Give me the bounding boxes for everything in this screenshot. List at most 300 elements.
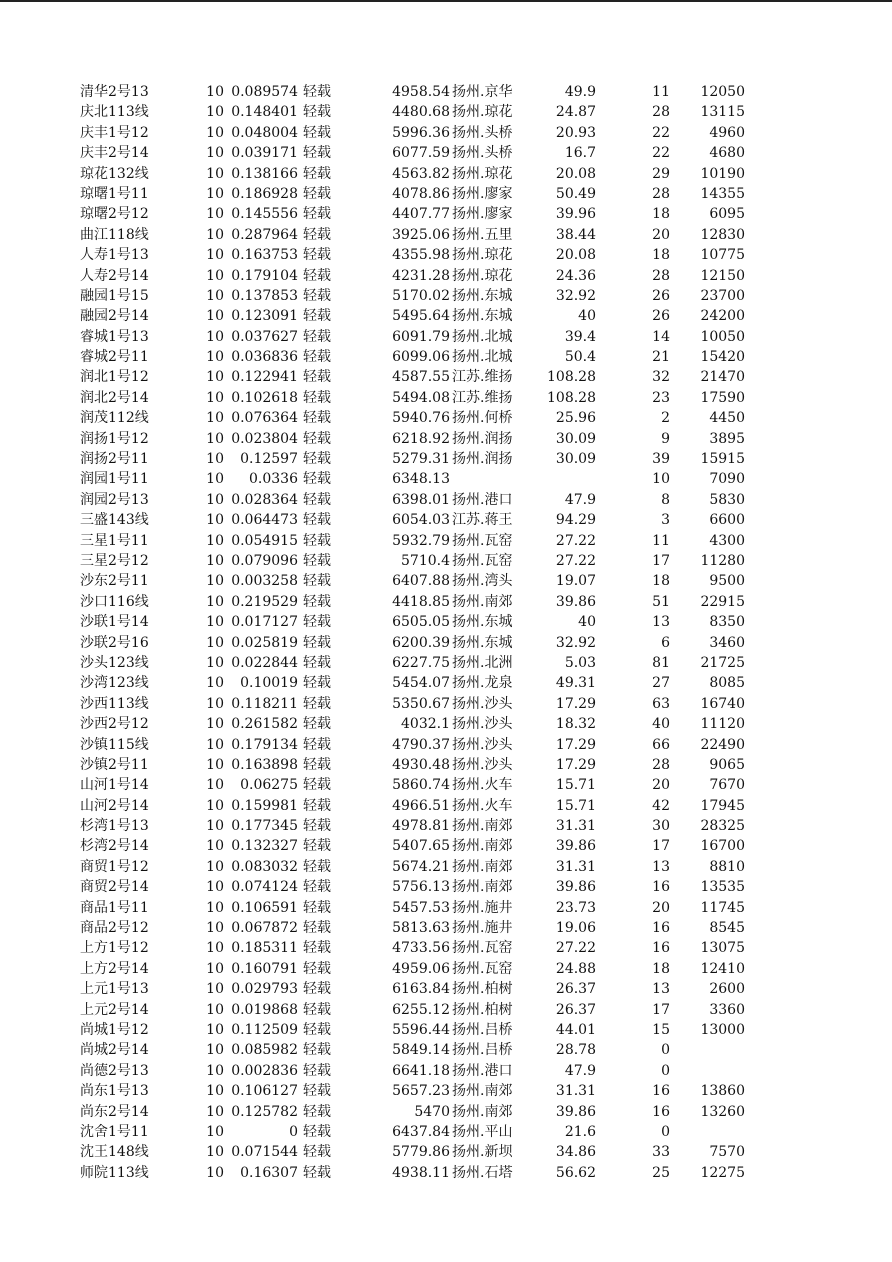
load-status-cell: 轻载 — [303, 84, 331, 100]
voltage-cell: 10 — [206, 654, 224, 671]
substation-cell: 扬州.琼花 — [452, 165, 513, 182]
load-status-cell: 轻载 — [303, 899, 331, 916]
length-cell: 108.28 — [547, 389, 596, 406]
value-cell: 5470 — [414, 1103, 450, 1120]
capacity-cell: 17945 — [700, 797, 745, 814]
voltage-cell: 10 — [206, 226, 224, 243]
capacity-cell: 16740 — [700, 695, 745, 712]
voltage-cell: 10 — [206, 777, 224, 794]
substation-cell: 扬州.柏树 — [452, 1001, 513, 1018]
line-name-cell: 沙镇2号11 — [80, 756, 149, 773]
length-cell: 39.86 — [555, 1103, 596, 1120]
value-cell: 5279.31 — [392, 451, 450, 468]
line-name-cell: 尚城1号12 — [80, 1021, 149, 1038]
substation-cell: 扬州.廖家 — [452, 185, 513, 202]
count-cell: 17 — [652, 1001, 670, 1018]
substation-cell: 扬州.南郊 — [452, 1083, 513, 1100]
line-name-cell: 尚城2号14 — [80, 1042, 149, 1059]
table-row — [0, 571, 892, 591]
table-row — [0, 1102, 892, 1122]
table-row — [0, 1081, 892, 1101]
load-ratio-cell: 0.10019 — [240, 675, 298, 692]
load-ratio-cell: 0.039171 — [231, 145, 298, 162]
capacity-cell: 24200 — [700, 308, 745, 325]
value-cell: 6099.06 — [392, 349, 450, 366]
capacity-cell: 8350 — [709, 614, 745, 631]
load-status-cell: 轻载 — [303, 716, 331, 733]
load-status-cell: 轻载 — [303, 1042, 331, 1059]
substation-cell: 扬州.京华 — [452, 84, 513, 100]
load-ratio-cell: 0.12597 — [240, 451, 298, 468]
capacity-cell: 21725 — [700, 654, 745, 671]
capacity-cell: 15915 — [700, 451, 745, 468]
load-status-cell: 轻载 — [303, 920, 331, 937]
value-cell: 4231.28 — [392, 267, 450, 284]
table-row — [0, 714, 892, 734]
line-name-cell: 人寿1号13 — [80, 247, 149, 264]
substation-cell: 扬州.港口 — [452, 1062, 513, 1079]
load-ratio-cell: 0.089574 — [231, 84, 298, 100]
load-ratio-cell: 0.083032 — [231, 858, 298, 875]
load-ratio-cell: 0.025819 — [231, 634, 298, 651]
load-ratio-cell: 0.163753 — [231, 247, 298, 264]
value-cell: 5756.13 — [392, 879, 450, 896]
load-ratio-cell: 0.036836 — [231, 349, 298, 366]
length-cell: 50.4 — [564, 349, 596, 366]
load-ratio-cell: 0.054915 — [231, 532, 298, 549]
load-ratio-cell: 0.219529 — [231, 593, 298, 610]
load-ratio-cell: 0.138166 — [231, 165, 298, 182]
voltage-cell: 10 — [206, 940, 224, 957]
substation-cell: 扬州.湾头 — [452, 573, 513, 590]
line-name-cell: 融园2号14 — [80, 308, 149, 325]
load-status-cell: 轻载 — [303, 573, 331, 590]
load-ratio-cell: 0.118211 — [231, 695, 298, 712]
count-cell: 15 — [652, 1021, 670, 1038]
load-ratio-cell: 0.179134 — [231, 736, 298, 753]
count-cell: 20 — [652, 777, 670, 794]
load-ratio-cell: 0.0336 — [249, 471, 298, 488]
table-row — [0, 225, 892, 245]
load-ratio-cell: 0.102618 — [231, 389, 298, 406]
load-ratio-cell: 0.028364 — [231, 491, 298, 508]
load-ratio-cell: 0.064473 — [231, 512, 298, 529]
load-status-cell: 轻载 — [303, 165, 331, 182]
capacity-cell: 9500 — [709, 573, 745, 590]
count-cell: 18 — [652, 960, 670, 977]
length-cell: 39.86 — [555, 838, 596, 855]
line-name-cell: 琼花132线 — [80, 165, 149, 182]
load-status-cell: 轻载 — [303, 593, 331, 610]
voltage-cell: 10 — [206, 532, 224, 549]
count-cell: 32 — [652, 369, 670, 386]
length-cell: 27.22 — [555, 532, 596, 549]
load-ratio-cell: 0.132327 — [231, 838, 298, 855]
line-name-cell: 睿城2号11 — [80, 349, 149, 366]
table-row — [0, 408, 892, 428]
substation-cell: 江苏.维扬 — [452, 369, 513, 386]
line-name-cell: 商贸2号14 — [80, 879, 149, 896]
value-cell: 6641.18 — [392, 1062, 450, 1079]
count-cell: 0 — [661, 1123, 670, 1140]
table-row — [0, 204, 892, 224]
load-status-cell: 轻载 — [303, 1001, 331, 1018]
length-cell: 39.4 — [564, 328, 596, 345]
load-ratio-cell: 0.106591 — [231, 899, 298, 916]
load-status-cell: 轻载 — [303, 308, 331, 325]
line-name-cell: 沙联1号14 — [80, 614, 149, 631]
value-cell: 4978.81 — [392, 818, 450, 835]
table-row — [0, 1040, 892, 1060]
table-row — [0, 1122, 892, 1142]
count-cell: 27 — [652, 675, 670, 692]
value-cell: 5495.64 — [392, 308, 450, 325]
voltage-cell: 10 — [206, 1021, 224, 1038]
count-cell: 14 — [652, 328, 670, 345]
length-cell: 25.96 — [555, 410, 596, 427]
line-name-cell: 融园1号15 — [80, 287, 149, 304]
load-ratio-cell: 0.037627 — [231, 328, 298, 345]
value-cell: 6200.39 — [392, 634, 450, 651]
load-ratio-cell: 0.023804 — [231, 430, 298, 447]
table-row — [0, 796, 892, 816]
load-ratio-cell: 0.148401 — [231, 104, 298, 121]
load-status-cell: 轻载 — [303, 818, 331, 835]
line-name-cell: 润茂112线 — [80, 410, 149, 427]
load-status-cell: 轻载 — [303, 614, 331, 631]
value-cell: 5596.44 — [392, 1021, 450, 1038]
capacity-cell: 5830 — [709, 491, 745, 508]
load-status-cell: 轻载 — [303, 389, 331, 406]
voltage-cell: 10 — [206, 858, 224, 875]
count-cell: 3 — [661, 512, 670, 529]
capacity-cell: 12150 — [700, 267, 745, 284]
table-row — [0, 1061, 892, 1081]
table-row — [0, 184, 892, 204]
capacity-cell: 11745 — [700, 899, 745, 916]
table-row — [0, 979, 892, 999]
count-cell: 81 — [652, 654, 670, 671]
value-cell: 4587.55 — [392, 369, 450, 386]
substation-cell: 扬州.东城 — [452, 287, 513, 304]
capacity-cell: 8810 — [709, 858, 745, 875]
substation-cell: 扬州.东城 — [452, 634, 513, 651]
value-cell: 4418.85 — [392, 593, 450, 610]
length-cell: 18.32 — [555, 716, 596, 733]
substation-cell: 扬州.头桥 — [452, 124, 513, 141]
count-cell: 16 — [652, 1103, 670, 1120]
table-row — [0, 755, 892, 775]
length-cell: 19.07 — [555, 573, 596, 590]
count-cell: 16 — [652, 920, 670, 937]
table-row — [0, 388, 892, 408]
length-cell: 24.87 — [555, 104, 596, 121]
substation-cell: 扬州.火车 — [452, 777, 513, 794]
voltage-cell: 10 — [206, 104, 224, 121]
load-status-cell: 轻载 — [303, 287, 331, 304]
value-cell: 6091.79 — [392, 328, 450, 345]
value-cell: 5996.36 — [392, 124, 450, 141]
capacity-cell: 4450 — [709, 410, 745, 427]
length-cell: 39.86 — [555, 593, 596, 610]
length-cell: 15.71 — [555, 797, 596, 814]
voltage-cell: 10 — [206, 84, 224, 100]
substation-cell: 扬州.港口 — [452, 491, 513, 508]
voltage-cell: 10 — [206, 185, 224, 202]
voltage-cell: 10 — [206, 1164, 224, 1181]
value-cell: 4790.37 — [392, 736, 450, 753]
line-name-cell: 润园1号11 — [80, 471, 149, 488]
value-cell: 4078.86 — [392, 185, 450, 202]
load-ratio-cell: 0.125782 — [231, 1103, 298, 1120]
voltage-cell: 10 — [206, 818, 224, 835]
load-status-cell: 轻载 — [303, 1144, 331, 1161]
load-status-cell: 轻载 — [303, 654, 331, 671]
voltage-cell: 10 — [206, 1144, 224, 1161]
sheet-top-border — [0, 0, 892, 2]
load-status-cell: 轻载 — [303, 879, 331, 896]
line-name-cell: 杉湾1号13 — [80, 818, 149, 835]
voltage-cell: 10 — [206, 287, 224, 304]
load-status-cell: 轻载 — [303, 940, 331, 957]
line-name-cell: 清华2号13 — [80, 84, 149, 100]
load-ratio-cell: 0.261582 — [231, 716, 298, 733]
table-row — [0, 877, 892, 897]
value-cell: 4966.51 — [392, 797, 450, 814]
count-cell: 28 — [652, 756, 670, 773]
value-cell: 5779.86 — [392, 1144, 450, 1161]
voltage-cell: 10 — [206, 328, 224, 345]
count-cell: 51 — [652, 593, 670, 610]
substation-cell: 扬州.沙头 — [452, 736, 513, 753]
load-status-cell: 轻载 — [303, 736, 331, 753]
count-cell: 22 — [652, 145, 670, 162]
length-cell: 34.86 — [555, 1144, 596, 1161]
load-ratio-cell: 0.287964 — [231, 226, 298, 243]
line-name-cell: 沙口116线 — [80, 593, 149, 610]
count-cell: 17 — [652, 838, 670, 855]
load-ratio-cell: 0.186928 — [231, 185, 298, 202]
substation-cell: 扬州.瓦窑 — [452, 532, 513, 549]
load-status-cell: 轻载 — [303, 267, 331, 284]
load-status-cell: 轻载 — [303, 410, 331, 427]
voltage-cell: 10 — [206, 267, 224, 284]
voltage-cell: 10 — [206, 1083, 224, 1100]
voltage-cell: 10 — [206, 471, 224, 488]
capacity-cell: 13000 — [700, 1021, 745, 1038]
voltage-cell: 10 — [206, 593, 224, 610]
voltage-cell: 10 — [206, 960, 224, 977]
count-cell: 22 — [652, 124, 670, 141]
length-cell: 24.36 — [555, 267, 596, 284]
table-row — [0, 102, 892, 122]
line-name-cell: 沙西2号12 — [80, 716, 149, 733]
table-row — [0, 959, 892, 979]
value-cell: 6054.03 — [392, 512, 450, 529]
count-cell: 40 — [652, 716, 670, 733]
line-name-cell: 润北1号12 — [80, 369, 149, 386]
value-cell: 4355.98 — [392, 247, 450, 264]
voltage-cell: 10 — [206, 552, 224, 569]
capacity-cell: 7570 — [709, 1144, 745, 1161]
table-row — [0, 367, 892, 387]
count-cell: 11 — [652, 84, 670, 100]
load-status-cell: 轻载 — [303, 349, 331, 366]
load-status-cell: 轻载 — [303, 552, 331, 569]
load-ratio-cell: 0.112509 — [231, 1021, 298, 1038]
voltage-cell: 10 — [206, 838, 224, 855]
length-cell: 47.9 — [564, 491, 596, 508]
substation-cell: 扬州.柏树 — [452, 981, 513, 998]
substation-cell: 扬州.头桥 — [452, 145, 513, 162]
capacity-cell: 9065 — [709, 756, 745, 773]
count-cell: 20 — [652, 226, 670, 243]
voltage-cell: 10 — [206, 206, 224, 223]
count-cell: 13 — [652, 858, 670, 875]
capacity-cell: 13115 — [700, 104, 745, 121]
table-row — [0, 694, 892, 714]
line-name-cell: 商品1号11 — [80, 899, 149, 916]
length-cell: 23.73 — [555, 899, 596, 916]
value-cell: 5170.02 — [392, 287, 450, 304]
load-ratio-cell: 0.071544 — [231, 1144, 298, 1161]
load-ratio-cell: 0.06275 — [240, 777, 298, 794]
load-status-cell: 轻载 — [303, 451, 331, 468]
length-cell: 56.62 — [555, 1164, 596, 1181]
capacity-cell: 28325 — [700, 818, 745, 835]
voltage-cell: 10 — [206, 1001, 224, 1018]
load-ratio-cell: 0.017127 — [231, 614, 298, 631]
table-row — [0, 1000, 892, 1020]
value-cell: 4958.54 — [392, 84, 450, 100]
load-ratio-cell: 0.048004 — [231, 124, 298, 141]
value-cell: 4563.82 — [392, 165, 450, 182]
count-cell: 0 — [661, 1042, 670, 1059]
count-cell: 28 — [652, 267, 670, 284]
length-cell: 16.7 — [564, 145, 596, 162]
count-cell: 63 — [652, 695, 670, 712]
voltage-cell: 10 — [206, 1123, 224, 1140]
substation-cell: 扬州.南郊 — [452, 1103, 513, 1120]
load-status-cell: 轻载 — [303, 430, 331, 447]
voltage-cell: 10 — [206, 389, 224, 406]
capacity-cell: 3360 — [709, 1001, 745, 1018]
capacity-cell: 8085 — [709, 675, 745, 692]
voltage-cell: 10 — [206, 410, 224, 427]
load-ratio-cell: 0.076364 — [231, 410, 298, 427]
voltage-cell: 10 — [206, 1042, 224, 1059]
table-row — [0, 836, 892, 856]
capacity-cell: 11280 — [700, 552, 745, 569]
length-cell: 15.71 — [555, 777, 596, 794]
value-cell: 5494.08 — [392, 389, 450, 406]
voltage-cell: 10 — [206, 736, 224, 753]
substation-cell: 扬州.沙头 — [452, 756, 513, 773]
table-row — [0, 633, 892, 653]
line-name-cell: 沙东2号11 — [80, 573, 149, 590]
voltage-cell: 10 — [206, 879, 224, 896]
value-cell: 6077.59 — [392, 145, 450, 162]
substation-cell: 扬州.瓦窑 — [452, 960, 513, 977]
value-cell: 5940.76 — [392, 410, 450, 427]
substation-cell: 扬州.平山 — [452, 1123, 513, 1140]
line-name-cell: 上方1号12 — [80, 940, 149, 957]
capacity-cell: 12050 — [700, 84, 745, 100]
voltage-cell: 10 — [206, 369, 224, 386]
table-row — [0, 164, 892, 184]
load-ratio-cell: 0.179104 — [231, 267, 298, 284]
count-cell: 42 — [652, 797, 670, 814]
value-cell: 5457.53 — [392, 899, 450, 916]
capacity-cell: 17590 — [700, 389, 745, 406]
count-cell: 16 — [652, 940, 670, 957]
substation-cell: 扬州.润扬 — [452, 430, 513, 447]
spreadsheet-table — [0, 82, 892, 1183]
table-row — [0, 82, 892, 102]
table-row — [0, 429, 892, 449]
load-status-cell: 轻载 — [303, 471, 331, 488]
voltage-cell: 10 — [206, 430, 224, 447]
load-ratio-cell: 0.067872 — [231, 920, 298, 937]
value-cell: 6163.84 — [392, 981, 450, 998]
value-cell: 5657.23 — [392, 1083, 450, 1100]
count-cell: 10 — [652, 471, 670, 488]
table-row — [0, 347, 892, 367]
voltage-cell: 10 — [206, 124, 224, 141]
load-status-cell: 轻载 — [303, 532, 331, 549]
load-status-cell: 轻载 — [303, 206, 331, 223]
line-name-cell: 沙湾123线 — [80, 675, 149, 692]
capacity-cell: 4960 — [709, 124, 745, 141]
count-cell: 23 — [652, 389, 670, 406]
voltage-cell: 10 — [206, 716, 224, 733]
substation-cell: 扬州.南郊 — [452, 838, 513, 855]
value-cell: 4733.56 — [392, 940, 450, 957]
substation-cell: 扬州.北城 — [452, 349, 513, 366]
substation-cell: 扬州.龙泉 — [452, 675, 513, 692]
count-cell: 17 — [652, 552, 670, 569]
line-name-cell: 沈舍1号11 — [80, 1123, 149, 1140]
value-cell: 4959.06 — [392, 960, 450, 977]
line-name-cell: 尚东1号13 — [80, 1083, 149, 1100]
line-name-cell: 沙头123线 — [80, 654, 149, 671]
count-cell: 33 — [652, 1144, 670, 1161]
line-name-cell: 师院113线 — [80, 1164, 149, 1181]
load-status-cell: 轻载 — [303, 695, 331, 712]
table-row — [0, 918, 892, 938]
value-cell: 6218.92 — [392, 430, 450, 447]
table-row — [0, 469, 892, 489]
value-cell: 4938.11 — [392, 1164, 450, 1181]
count-cell: 18 — [652, 206, 670, 223]
capacity-cell: 23700 — [700, 287, 745, 304]
substation-cell: 扬州.瓦窑 — [452, 552, 513, 569]
capacity-cell: 7670 — [709, 777, 745, 794]
count-cell: 8 — [661, 491, 670, 508]
capacity-cell: 2600 — [709, 981, 745, 998]
length-cell: 30.09 — [555, 430, 596, 447]
line-name-cell: 琼曙2号12 — [80, 206, 149, 223]
load-ratio-cell: 0.029793 — [231, 981, 298, 998]
length-cell: 50.49 — [555, 185, 596, 202]
count-cell: 20 — [652, 899, 670, 916]
line-name-cell: 沙镇115线 — [80, 736, 149, 753]
capacity-cell: 13860 — [700, 1083, 745, 1100]
length-cell: 26.37 — [555, 981, 596, 998]
line-name-cell: 三星1号11 — [80, 532, 149, 549]
substation-cell: 扬州.石塔 — [452, 1164, 513, 1181]
capacity-cell: 22490 — [700, 736, 745, 753]
